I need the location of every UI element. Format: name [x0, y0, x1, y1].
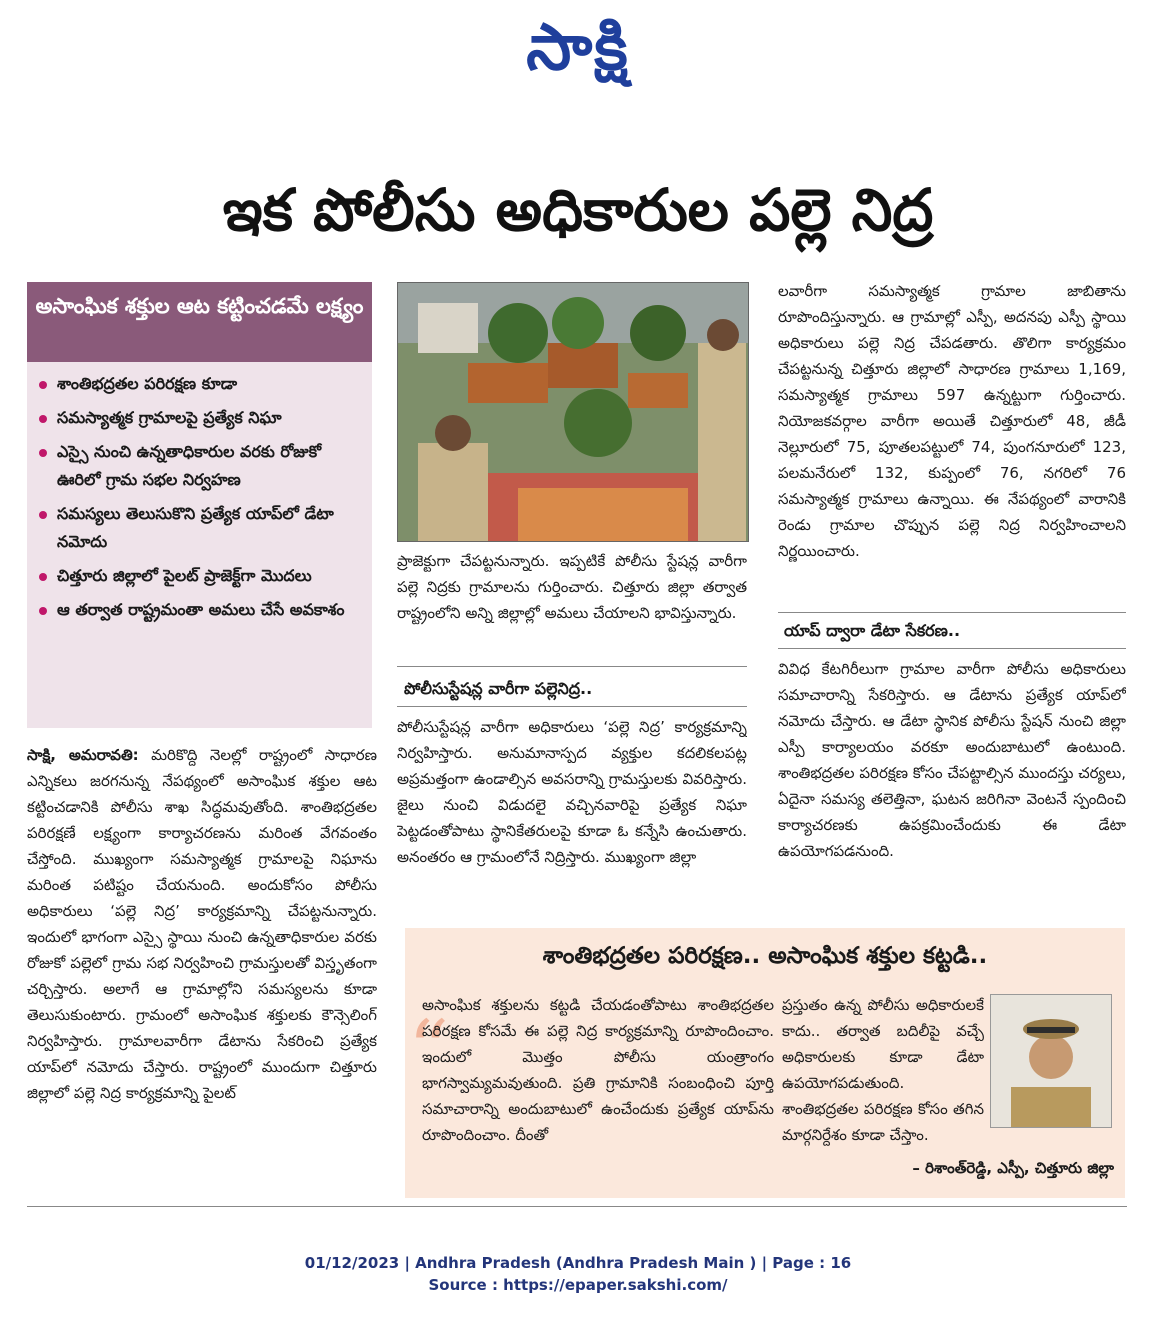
- sidebar-item: ఎస్సై నుంచి ఉన్నతాధికారుల వరకు రోజుకో ఊరిలో గ్రామ సభల నిర్వహణ: [37, 438, 362, 494]
- quote-right-column: [782, 992, 984, 1148]
- article-body-col2-top: ప్రాజెక్టుగా చేపట్టనున్నారు. ఇప్పటికే పోలీసు స్టేషన్ల వారీగా పల్లె నిద్రకు గ్రామాలను గుర్తించారు. చిత్తూరు జిల్లా తర్వాత రాష్ట్రంలోని అన్ని జిల్లాల్లో అమలు చేయాలని భావిస్తున్నారు.: [397, 552, 747, 622]
- sidebar-item: శాంతిభద్రతల పరిరక్షణ కూడా: [37, 370, 362, 398]
- bullet-icon: [39, 381, 47, 389]
- subhead-police-stations: పోలీసుస్టేషన్ల వారీగా పల్లెనిద్ర..: [404, 679, 593, 698]
- bullet-icon: [39, 573, 47, 581]
- sidebar-title: అసాంఘిక శక్తుల ఆట కట్టించడమే లక్ష్యం: [27, 282, 372, 362]
- bullet-icon: [39, 511, 47, 519]
- dateline: సాక్షి, అమరావతి:: [27, 746, 139, 764]
- article-body-col3-bottom: వివిధ కేటగిరీలుగా గ్రామాల వారీగా పోలీసు అధికారులు సమాచారాన్ని సేకరిస్తారు. ఆ డేటాను ప్రత్యేక యాప్‌లో నమోదు చేస్తారు. ఆ డేటా స్థానిక పోలీసు స్టేషన్ నుంచి జిల్లా ఎస్పీ కార్యాలయం వరకూ అందుబాటులో ఉంటుంది. శాంతిభద్రతల పరిరక్షణ కోసం చేపట్టాల్సిన ముందస్తు చర్యలు, ఏదైనా సమస్య తలెత్తినా, ఘటన జరిగినా వెంటనే స్పందించి కార్యాచరణకు ఉపక్రమించేందుకు ఈ డేటా ఉపయోగపడనుంది.: [778, 660, 1126, 860]
- footer-source: Source : https://epaper.sakshi.com/: [428, 1276, 728, 1294]
- divider: [397, 666, 747, 667]
- headline: ఇక పోలీసు అధికారుల పల్లె నిద్ర: [222, 176, 934, 244]
- article-column-3-bottom: [778, 656, 1126, 910]
- logo-text: సాక్షి: [526, 10, 630, 85]
- quote-attribution: – రిశాంత్‌రెడ్డి, ఎస్పీ, చిత్తూరు జిల్లా: [912, 1159, 1114, 1177]
- sidebar-item: సమస్యాత్మక గ్రామాలపై ప్రత్యేక నిఘా: [37, 404, 362, 432]
- quote-box-title: శాంతిభద్రతల పరిరక్షణ.. అసాంఘిక శక్తుల కట్టడి..: [542, 943, 988, 969]
- divider: [778, 612, 1126, 613]
- bullet-icon: [39, 449, 47, 457]
- masthead-logo: [0, 10, 1156, 100]
- quote-mark-icon: “: [408, 1003, 449, 1096]
- quote-right-text: ప్రస్తుతం ఉన్న పోలీసు అధికారులకే కాదు.. తర్వాత బదిలీపై వచ్చే అధికారులకు కూడా డేటా ఉపయోగపడుతుంది. శాంతిభద్రతల పరిరక్షణ కోసం తగిన మార్గనిర్దేశం కూడా చేస్తాం.: [782, 996, 984, 1144]
- sp-portrait: [990, 994, 1112, 1128]
- article-column-1: [27, 742, 377, 1182]
- sidebar-item: ఆ తర్వాత రాష్ట్రమంతా అమలు చేసే అవకాశం: [37, 596, 362, 624]
- sidebar-item: చిత్తూరు జిల్లాలో పైలట్ ప్రాజెక్ట్‌గా మొదలు: [37, 562, 362, 590]
- officer-portrait: [991, 995, 1111, 1127]
- footer-divider: [27, 1206, 1127, 1207]
- article-column-3-top: [778, 278, 1126, 608]
- subhead-app-data: యాప్ ద్వారా డేటా సేకరణ..: [784, 621, 961, 640]
- village-police-photo: [398, 283, 748, 541]
- sidebar-item: సమస్యలు తెలుసుకొని ప్రత్యేక యాప్‌లో డేటా నమోదు: [37, 500, 362, 556]
- article-column-2-bottom: [397, 714, 747, 910]
- news-photo: [397, 282, 749, 542]
- article-body-col3-top: లవారీగా సమస్యాత్మక గ్రామాల జాబితాను రూపొందిస్తున్నారు. ఆ గ్రామాల్లో ఎస్పీ, అదనపు ఎస్పీ స్థాయి అధికారులు పల్లె నిద్ర చేపడతారు. తొలిగా కార్యక్రమం చేపట్టనున్న చిత్తూరు జిల్లాలో సాధారణ గ్రామాలు 1,169, సమస్యాత్మక గ్రామాలు 597 ఉన్నట్టుగా గుర్తించారు. నియోజకవర్గాల వారీగా అయితే చిత్తూరులో 48, జీడీ నెల్లూరులో 75, పూతలపట్టులో 74, పుంగనూరులో 123, పలమనేరులో 132, కుప్పంలో 76, నగరిలో 76 సమస్యాత్మక గ్రామాలు ఉన్నాయి. ఈ నేపథ్యంలో వారానికి రెండు గ్రామాల చొప్పున పల్లె నిద్ర నిర్వహించాలని నిర్ణయించారు.: [778, 282, 1126, 560]
- bullet-icon: [39, 415, 47, 423]
- article-column-2-top: [397, 548, 747, 658]
- article-body-col1: మరికొద్ది నెలల్లో రాష్ట్రంలో సాధారణ ఎన్నికలు జరగనున్న నేపథ్యంలో అసాంఘిక శక్తుల ఆట కట్టించడానికి పోలీసు శాఖ సిద్ధమవుతోంది. శాంతిభద్రతల పరిరక్షణే లక్ష్యంగా కార్యాచరణను మరింత వేగవంతం చేస్తోంది. ముఖ్యంగా సమస్యాత్మక గ్రామాలపై నిఘాను మరింత పటిష్టం చేయనుంది. అందుకోసం పోలీసు అధికారులు ‘పల్లె నిద్ర’ కార్యక్రమాన్ని చేపట్టనున్నారు. ఇందులో భాగంగా ఎస్సై స్థాయి నుంచి ఉన్నతాధికారుల వరకు రోజుకో పల్లెలో గ్రామ సభ నిర్వహించి గ్రామస్తులతో విస్తృతంగా చర్చిస్తారు. అలాగే ఆ గ్రామాల్లోని సమస్యలను కూడా తెలుసుకుంటారు. గ్రామంలో అసాంఘిక శక్తులకు కౌన్సెలింగ్ నిర్వహిస్తారు. గ్రామాలవారీగా డేటాను సేకరించి ప్రత్యేక యాప్‌లో నమోదు చేస్తారు. రాష్ట్రంలో ముందుగా చిత్తూరు జిల్లాలో పల్లె నిద్ర కార్యక్రమాన్ని పైలట్: [27, 746, 377, 1102]
- quote-left-column: [422, 992, 774, 1184]
- sidebar-box: [27, 282, 372, 728]
- bullet-icon: [39, 607, 47, 615]
- footer-info: 01/12/2023 | Andhra Pradesh (Andhra Pradesh Main ) | Page : 16: [304, 1254, 852, 1272]
- divider: [778, 648, 1126, 649]
- quote-left-text: అసాంఘిక శక్తులను కట్టడి చేయడంతోపాటు శాంతిభద్రతల పరిరక్షణ కోసమే ఈ పల్లె నిద్ర కార్యక్రమాన్ని రూపొందించాం. ఇందులో మొత్తం పోలీసు యంత్రాంగం భాగస్వామ్యమవుతుంది. ప్రతి గ్రామానికి సంబంధించి పూర్తి సమాచారాన్ని అందుబాటులో ఉంచేందుకు ప్రత్యేక యాప్‌ను రూపొందించాం. దీంతో: [422, 996, 774, 1144]
- divider: [397, 706, 747, 707]
- article-body-col2-bottom: పోలీసుస్టేషన్ల వారీగా అధికారులు ‘పల్లె నిద్ర’ కార్యక్రమాన్ని నిర్వహిస్తారు. అనుమానాస్పద వ్యక్తుల కదలికలపట్ల అప్రమత్తంగా ఉండాల్సిన అవసరాన్ని గ్రామస్తులకు వివరిస్తారు. జైలు నుంచి విడుదలై వచ్చినవారిపై ప్రత్యేక నిఘా పెట్టడంతోపాటు స్థానికేతరులపై కూడా ఓ కన్నేసి ఉంచుతారు. అనంతరం ఆ గ్రామంలోనే నిద్రిస్తారు. ముఖ్యంగా జిల్లా: [397, 718, 747, 866]
- sidebar-list: [27, 362, 372, 624]
